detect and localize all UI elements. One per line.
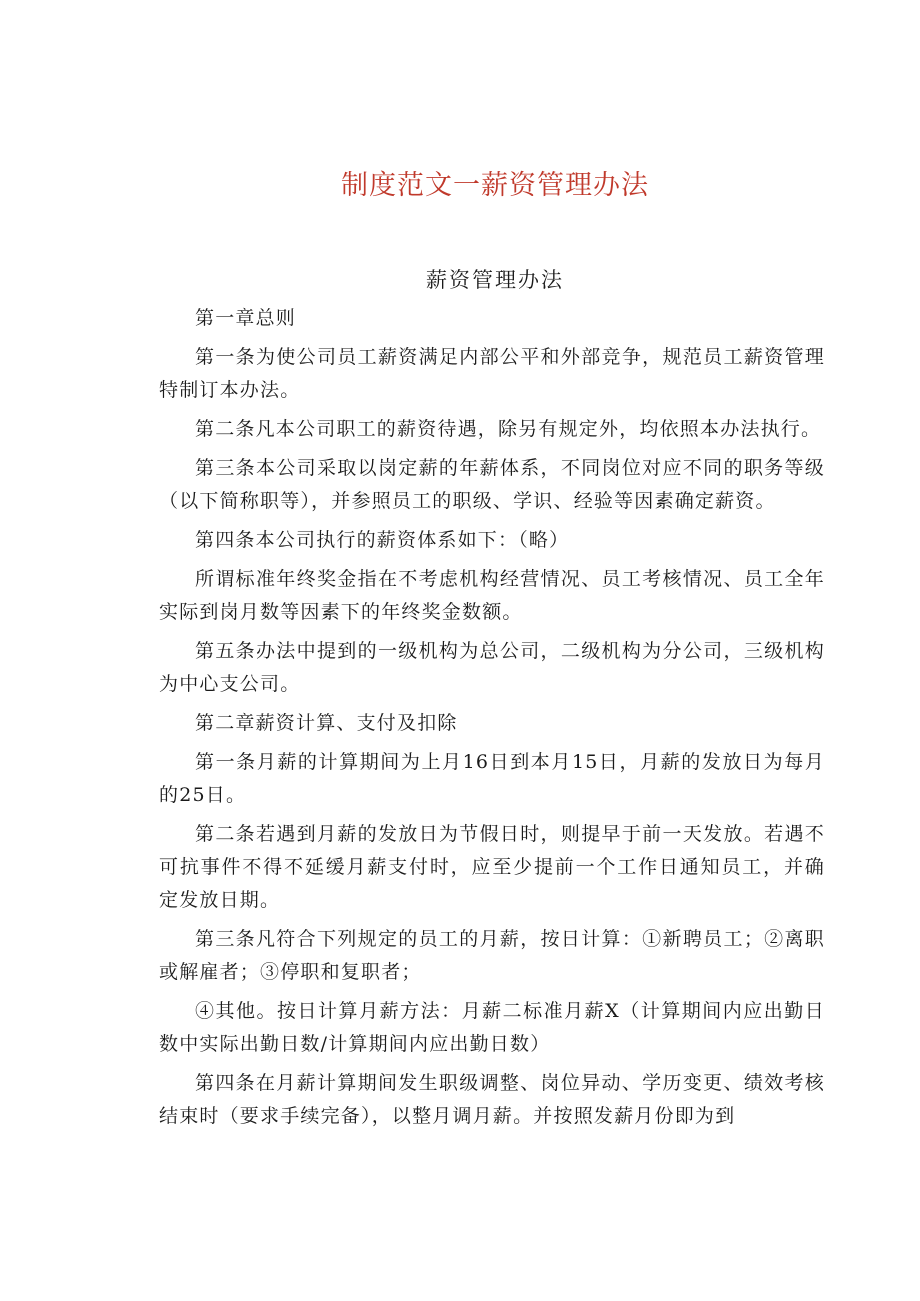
paragraph: 第五条办法中提到的一级机构为总公司，二级机构为分公司，三级机构为中心支公司。: [159, 640, 825, 695]
document-title: 制度范文一薪资管理办法: [341, 170, 649, 201]
paragraph: 第三条凡符合下列规定的员工的月薪，按日计算：①新聘员工；②离职或解雇者；③停职和复职者；: [159, 928, 825, 983]
paragraph: 第一条为使公司员工薪资满足内部公平和外部竞争，规范员工薪资管理特制订本办法。: [159, 346, 825, 401]
document-body: [159, 302, 825, 1139]
paragraph: ④其他。按日计算月薪方法：月薪二标准月薪X（计算期间内应出勤日数中实际出勤日数/计算期间内应出勤日数）: [159, 1000, 825, 1055]
paragraph: 第四条本公司执行的薪资体系如下：（略）: [195, 529, 570, 551]
chapter-heading: 第一章总则: [195, 307, 297, 329]
document-subtitle: 薪资管理办法: [426, 268, 564, 292]
paragraph: 第二条若遇到月薪的发放日为节假日时，则提早于前一天发放。若遇不可抗事件不得不延缓月薪支付时，应至少提前一个工作日通知员工，并确定发放日期。: [159, 823, 825, 911]
paragraph: 第三条本公司采取以岗定薪的年薪体系，不同岗位对应不同的职务等级（以下简称职等），并参照员工的职级、学识、经验等因素确定薪资。: [159, 457, 825, 512]
chapter-heading: 第二章薪资计算、支付及扣除: [195, 712, 458, 734]
paragraph: 第二条凡本公司职工的薪资待遇，除另有规定外，均依照本办法执行。: [195, 418, 822, 440]
paragraph: 第一条月薪的计算期间为上月16日到本月15日，月薪的发放日为每月的25日。: [159, 751, 825, 806]
paragraph: 所谓标准年终奖金指在不考虑机构经营情况、员工考核情况、员工全年实际到岗月数等因素下的年终奖金数额。: [159, 568, 825, 623]
paragraph: 第四条在月薪计算期间发生职级调整、岗位异动、学历变更、绩效考核结束时（要求手续完备），以整月调月薪。并按照发薪月份即为到: [159, 1072, 825, 1127]
